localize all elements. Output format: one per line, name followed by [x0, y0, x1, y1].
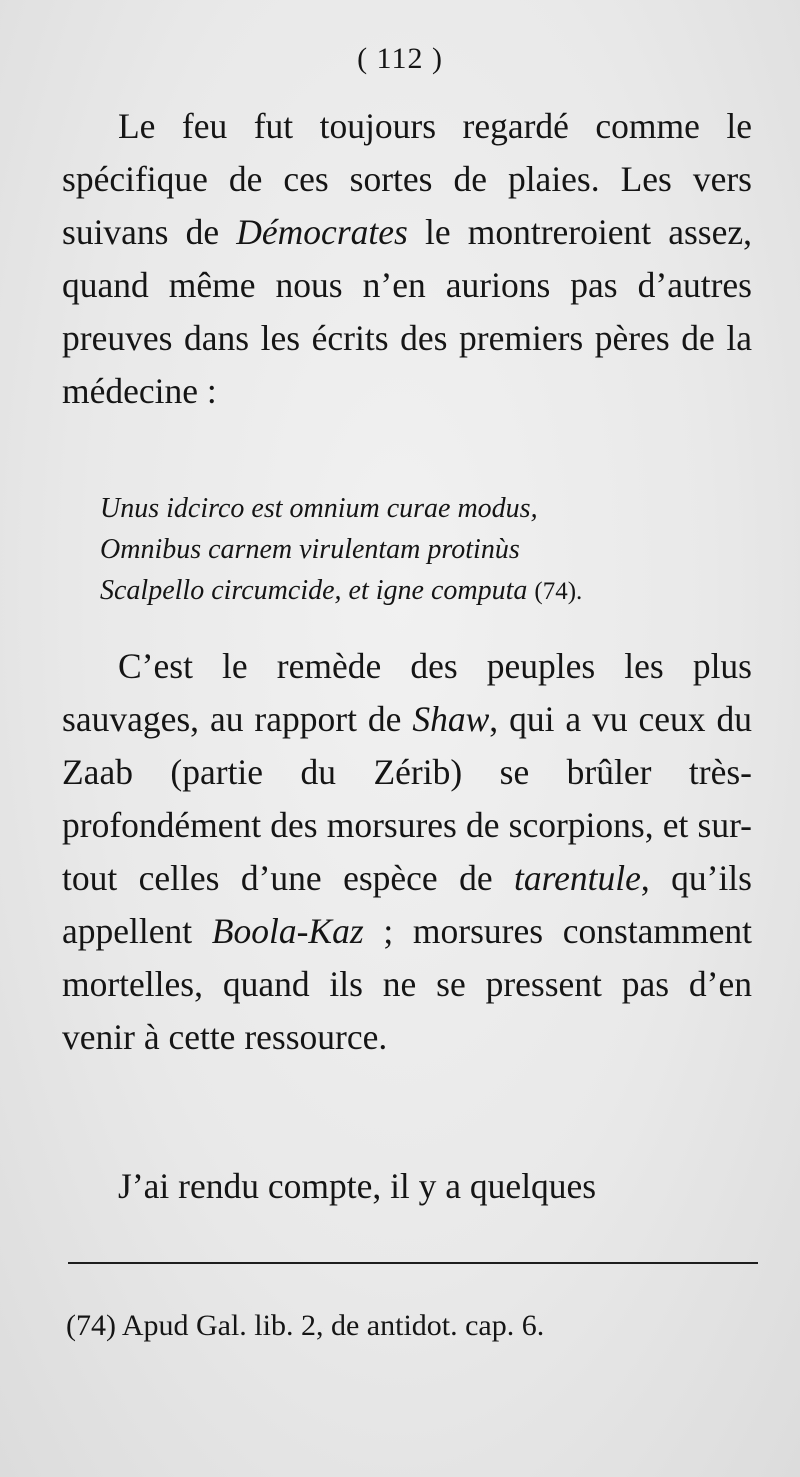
page-number: ( 112 )	[357, 42, 443, 75]
paragraph-2-text-c: , qu’ils appellent	[62, 858, 752, 951]
author-name-shaw: Shaw	[412, 699, 490, 739]
verse-line-3	[100, 570, 760, 612]
paragraph-1-text-b: le montreroient assez, quand même nous n’en aurions pas d’autres preuves dans les écrits des premiers pères de la médecine :	[62, 212, 752, 411]
paragraph-2-text-b: , qui a vu ceux du Zaab (partie du Zérib) se brûler très-profondément des morsures de scorpions, et sur-tout celles d’une espèce de	[62, 699, 752, 898]
term-tarentule: tarentule	[513, 858, 641, 898]
footnote-divider	[68, 1262, 758, 1264]
verse-line-1: Unus idcirco est omnium curae modus,	[100, 493, 538, 524]
verse-line-2: Omnibus carnem virulentam protinùs	[100, 534, 520, 565]
paragraph-2	[62, 640, 752, 1064]
paragraph-1-text-a: Le feu fut toujours regardé comme le spécifique de ces sortes de plaies. Les vers suivans de	[62, 106, 752, 252]
paragraph-2-text-d: ; morsures constamment mortelles, quand ils ne se pressent pas d’en venir à cette ressource.	[62, 911, 753, 1057]
author-name-democrates: Démocrates	[236, 212, 408, 252]
footnote-reference: (74).	[534, 578, 583, 605]
paragraph-1	[62, 100, 752, 418]
paragraph-3: J’ai rendu compte, il y a quelques	[118, 1166, 597, 1206]
paragraph-2-text-a: C’est le remède des peuples les plus sauvages, au rapport de	[62, 646, 752, 739]
term-boola-kaz: Boola-Kaz	[211, 911, 364, 951]
latin-verse-quote	[100, 488, 760, 612]
verse-line-3-text: Scalpello circumcide, et igne computa	[100, 575, 528, 606]
footnote: (74) Apud Gal. lib. 2, de antidot. cap. 6.	[66, 1309, 545, 1342]
